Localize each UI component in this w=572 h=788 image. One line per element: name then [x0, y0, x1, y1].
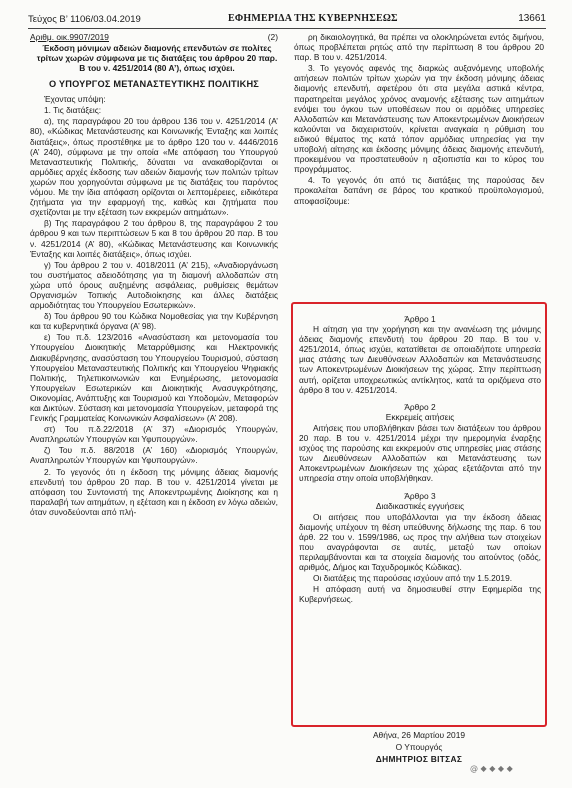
paragraph: 2. Το γεγονός ότι η έκδοση της μόνιμης άδειας διαμονής επενδυτή του άρθρου 20 παρ. Β του ν. 4251/2014 γίνεται με απόφαση του Συντονιστή της Αποκεντρωμένης Διοίκησης και η παραλαβή των αιτημάτων, η εξέταση και η έκδοση εν λόγω αδειών, όταν συνοδεύονται από πλή- — [30, 466, 278, 517]
decision-number: Αριθμ. οικ.9907/2019 — [30, 32, 109, 42]
articles-list — [299, 307, 541, 606]
ministry-title: Ο ΥΠΟΥΡΓΟΣ ΜΕΤΑΝΑΣΤΕΥΤΙΚΗΣ ΠΟΛΙΤΙΚΗΣ — [48, 79, 260, 90]
decision-heading — [30, 32, 278, 42]
signature-block — [294, 729, 544, 765]
signature-name: ΔΗΜΗΤΡΙΟΣ ΒΙΤΣΑΣ — [375, 754, 463, 764]
left-column — [30, 32, 278, 518]
decision-seq: (2) — [267, 32, 278, 42]
paragraph: ζ) Του π.δ. 88/2018 (Α’ 160) «Διορισμός Υπουργών, Αναπληρωτών Υπουργών και Υφυπουργών». — [30, 445, 278, 466]
paragraph: Αιτήσεις που υποβλήθηκαν βάσει των διατάξεων του άρθρου 20 παρ. Β του ν. 4251/2014 μέχρι την ημερομηνία έναρξης ισχύος της παρούσης και εκκρεμούν στις υπηρεσίες μιας στάσης των Διευθύνσεων Αλλοδαπών και Μετανάστευσης των Αποκεντρωμένων Διοικήσεων της χώρας εξετάζονται από την υπηρεσία στην οποία υποβλήθηκαν. — [299, 422, 541, 484]
paragraph: στ) Του π.δ.22/2018 (Α’ 37) «Διορισμός Υπουργών, Αναπληρωτών Υπουργών και Υφυπουργών». — [30, 424, 278, 445]
page-number: 13661 — [518, 13, 546, 24]
decision-subject: Έκδοση μόνιμων αδειών διαμονής επενδυτών σε πολίτες τρίτων χωρών σύμφωνα με τις διατάξεις του άρθρου 20 παρ. Β του ν. 4251/2014 (80 Α’), όπως ισχύει. — [36, 43, 278, 74]
paragraph: β) Της παραγράφου 2 του άρθρου 8, της παραγράφου 2 του άρθρου 9 και των περιπτώσεων 5 και 8 του άρθρου 20 παρ. Β του ν. 4251/2014 (Α’ 80), «Κώδικας Μετανάστευσης και Κοινωνικής Ένταξης και λοιπές διατάξεις», όπως ισχύει. — [30, 218, 278, 259]
paragraph: Η αίτηση για την χορήγηση και την ανανέωση της μόνιμης άδειας διαμονής επενδυτή του άρθρου 20 παρ. Β του ν. 4251/2014, όπως ισχύει, κατατίθεται σε οποιαδήποτε υπηρεσία μιας στάσης των Διευθύνσεων Αλλοδαπών και Μετανάστευσης των Αποκεντρωμένων Διοικήσεων της χώρας. Στην περίπτωση αυτή, ορίζεται υποχρεωτικώς αντίκλητος, κατά τα οριζόμενα στο άρθρο 8 του ν. 4251/2014. — [299, 324, 541, 395]
signature-place-date: Αθήνα, 26 Μαρτίου 2019 — [372, 730, 466, 740]
gazette-title: ΕΦΗΜΕΡΙΔΑ ΤΗΣ ΚΥΒΕΡΝΗΣΕΩΣ — [228, 13, 398, 24]
paragraph: Οι αιτήσεις που υποβάλλονται για την έκδοση άδειας διαμονής υπέχουν τη θέση υπεύθυνης δήλωσης της παρ. 6 του άρθ. 22 του ν. 1599/1986, ως προς την αλήθεια των στοιχείων που αναγράφονται σε αυτές, μεταξύ των οποίων περιλαμβάνονται και τα στοιχεία διαμονής του αιτούντος (οδός, αριθμός, Δήμος και Ταχυδρομικός Κώδικας). — [299, 511, 541, 573]
article-subtitle: Διαδικαστικές εγγυήσεις — [375, 500, 465, 511]
paragraph: 1. Τις διατάξεις: — [44, 105, 102, 116]
paragraph: Η απόφαση αυτή να δημοσιευθεί στην Εφημερίδα της Κυβερνήσεως. — [299, 584, 541, 605]
left-paragraphs — [30, 94, 278, 517]
paragraph: ε) Του π.δ. 123/2016 «Ανασύσταση και μετονομασία του Υπουργείου Διοικητικής Μεταρρύθμισης και Ηλεκτρονικής Διακυβέρνησης, ανασύσταση του Υπουργείου Τουρισμού, σύσταση Υπουργείου Μεταναστευτικής Πολιτικής και Υπουργείου Ψηφιακής Πολιτικής, Τηλεπικοινωνιών και Ενημέρωσης, μετονομασία Υπουργείων Εσωτερικών και Διοικητικής Ανασυγκρότησης, Οικονομίας, Ανάπτυξης και Τουρισμού και Υποδομών, Μεταφορών και Δικτύων. Σύσταση και μετονομασία Υπουργείων, μεταφορά της Γενικής Γραμματείας Κοινωνικών Ασφαλίσεων» (Α’ 208). — [30, 332, 278, 424]
issue-label: Τεύχος Β’ 1106/03.04.2019 — [28, 14, 141, 25]
watermark — [470, 764, 513, 773]
paragraph: 3. Το γεγονός αφενός της διαρκώς αυξανόμενης υποβολής αιτήσεων πολιτών τρίτων χωρών για την έκδοση μόνιμης άδειας διαμονής επενδυτή, αφετέρου ότι στα μεγάλα αστικά κέντρα, παρατηρείται μεγάλος χρόνος αναμονής εξέτασης των αιτημάτων ενόψει του όγκου των υποθέσεων που οι αρμόδιες υπηρεσίες Αλλοδαπών και Μετανάστευσης των Αποκεντρωμένων Διοικήσεων καλούνται να διαχειριστούν, κρίνεται αναγκαία η ρύθμιση του ειδικού θέματος της κατά τόπον αρμόδιας υπηρεσίας για την υποβολή αίτησης και έκδοσης μόνιμης άδειας διαμονής επενδυτή, προκειμένου να προστατευθούν η αξιοπιστία και το κύρος του προγράμματος. — [294, 63, 544, 175]
article-title: Άρθρο 2 — [404, 401, 436, 412]
paragraph: α), της παραγράφου 20 του άρθρου 136 του ν. 4251/2014 (Α’ 80), «Κώδικας Μετανάστευσης και Κοινωνικής Ένταξης και λοιπές διατάξεις», όπως προστέθηκε με το άρθρο 120 του ν. 4446/2016 (Α’ 240), σύμφωνα με την οποία «Με απόφαση του Υπουργού Μεταναστευτικής Πολιτικής, δύναται να ανακαθορίζονται οι αρμόδιες αρχές έκδοσης των αδειών διαμονής των πολιτών τρίτων χωρών που χορηγούνται σύμφωνα με τις διατάξεις του παρόντος νόμου. Με την ίδια απόφαση ορίζονται οι λεπτομέρειες, ειδικότερα ζητήματα για την εφαρμογή της, καθώς και ζητήματα που σχετίζονται με την εξέταση των εκκρεμών αιτημάτων». — [30, 116, 278, 218]
paragraph: 4. Το γεγονός ότι από τις διατάξεις της παρούσας δεν προκαλείται δαπάνη σε βάρος του κρατικού προϋπολογισμού, αποφασίζουμε: — [294, 175, 544, 206]
highlighted-articles-box — [291, 302, 547, 727]
paragraph: ρη δικαιολογητικά, θα πρέπει να ολοκληρώνεται εντός διμήνου, όπως προβλέπεται ρητώς από την περίπτωση 8 του άρθρου 20 παρ. Β του ν. 4251/2014. — [294, 32, 544, 63]
article-subtitle: Εκκρεμείς αιτήσεις — [385, 411, 455, 422]
article-title: Άρθρο 3 — [404, 490, 436, 501]
paragraph: γ) Του άρθρου 2 του ν. 4018/2011 (Α’ 215), «Αναδιοργάνωση του συστήματος αδειοδότησης για τη διαμονή αλλοδαπών στη χώρα υπό όρους αυξημένης ασφάλειας, ρυθμίσεις θεμάτων Οργανισμών Τοπικής Αυτοδιοίκησης και άλλες διατάξεις αρμοδιότητας του Υπουργείου Εσωτερικών». — [30, 259, 278, 311]
paragraph: δ) Του άρθρου 90 του Κώδικα Νομοθεσίας για την Κυβέρνηση και τα κυβερνητικά όργανα (Α’ 98). — [30, 311, 278, 332]
paragraph: Έχοντας υπόψη: — [44, 94, 106, 105]
page-header — [28, 4, 546, 29]
right-paragraphs — [294, 32, 544, 206]
article-title: Άρθρο 1 — [404, 314, 436, 324]
signature-role: Ο Υπουργός — [395, 742, 443, 752]
paragraph: Οι διατάξεις της παρούσας ισχύουν από την 1.5.2019. — [313, 573, 513, 584]
watermark-text: @ ◆ ◆ ◆ ◆ — [470, 764, 513, 773]
right-column — [294, 32, 544, 207]
